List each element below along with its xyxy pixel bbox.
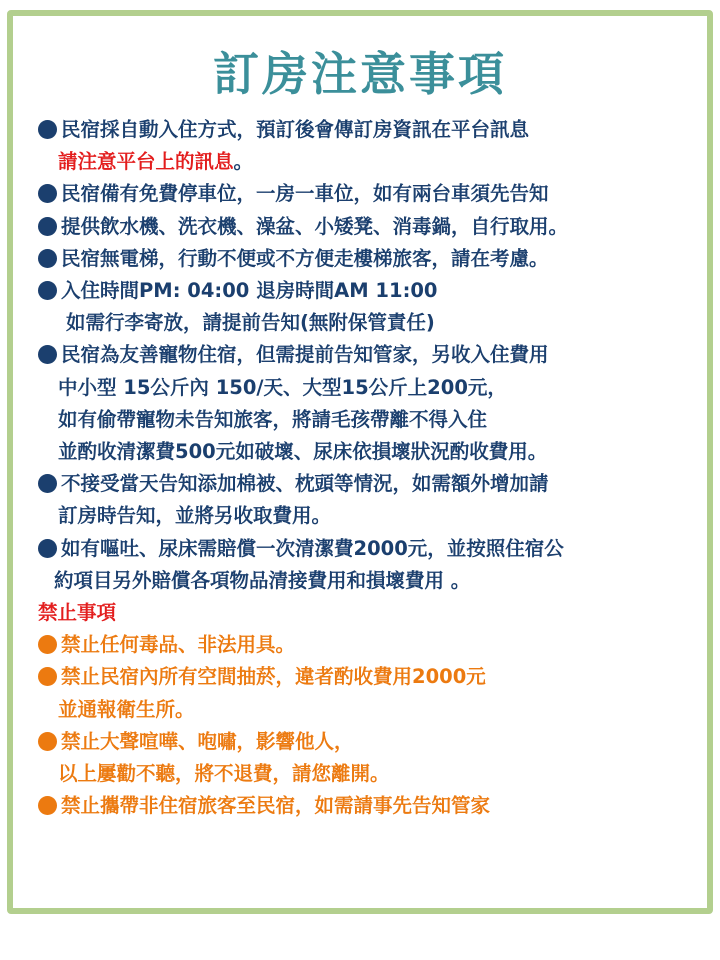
- notice-text: 不接受當天告知添加棉被、枕頭等情況，如需額外增加請: [61, 472, 549, 496]
- notice-item-continued: [38, 565, 710, 597]
- notice-item-continued: [38, 146, 710, 178]
- notice-highlight-text: 請注意平台上的訊息: [58, 150, 234, 174]
- prohibited-text: 禁止攜帶非住宿旅客至民宿，如需請事先告知管家: [61, 794, 491, 818]
- notice-item: [38, 114, 710, 146]
- bullet-icon: [38, 281, 57, 300]
- prohibited-text: 禁止民宿內所有空間抽菸，違者酌收費用2000元: [61, 665, 486, 689]
- bullet-icon: [38, 345, 57, 364]
- bullet-icon: [38, 732, 57, 751]
- prohibited-item: [38, 726, 710, 758]
- notice-item: [38, 243, 710, 275]
- prohibited-item: [38, 661, 710, 693]
- notice-item: [38, 468, 710, 500]
- bullet-icon: [38, 635, 57, 654]
- notice-item-continued: [38, 404, 710, 436]
- notice-item: [38, 339, 710, 371]
- notice-text: 訂房時告知，並將另收取費用。: [58, 504, 332, 528]
- notice-text: 並酌收清潔費500元如破壞、尿床依損壞狀況酌收費用。: [58, 440, 548, 464]
- notice-text: 民宿備有免費停車位，一房一車位，如有兩台車須先告知: [61, 182, 549, 206]
- bullet-icon: [38, 217, 57, 236]
- prohibited-text: 禁止任何毒品、非法用具。: [61, 633, 296, 657]
- notice-item-continued: [38, 436, 710, 468]
- bullet-icon: [38, 474, 57, 493]
- notice-text: 民宿無電梯，行動不便或不方便走樓梯旅客，請在考慮。: [61, 246, 549, 270]
- notice-text: 民宿採自動入住方式，預訂後會傳訂房資訊在平台訊息: [61, 118, 530, 141]
- notice-text: 中小型 15公斤內 150/天、大型15公斤上200元，: [58, 375, 507, 399]
- notice-text: 民宿為友善寵物住宿，但需提前告知管家，另收入住費用: [61, 343, 549, 367]
- prohibited-text: 禁止大聲喧嘩、咆嘯，影響他人，: [61, 729, 354, 753]
- notice-text: 提供飲水機、洗衣機、澡盆、小矮凳、消毒鍋，自行取用。: [61, 214, 569, 238]
- prohibited-text: 並通報衛生所。: [58, 697, 195, 721]
- notice-item: [38, 533, 710, 565]
- notice-text: 。: [233, 150, 254, 174]
- notice-item-continued: [38, 372, 710, 404]
- bullet-icon: [38, 184, 57, 203]
- page-title: 訂房注意事項: [213, 47, 507, 101]
- bullet-icon: [38, 796, 57, 815]
- notice-text: 如有偷帶寵物未告知旅客，將請毛孩帶離不得入住: [58, 407, 488, 431]
- prohibited-item: [38, 790, 710, 822]
- bullet-icon: [38, 120, 57, 139]
- notice-text: 約項目另外賠償各項物品清接費用和損壞費用 。: [54, 568, 471, 592]
- notice-content: [38, 114, 710, 822]
- prohibited-item-continued: [38, 694, 710, 726]
- prohibited-item: [38, 629, 710, 661]
- bullet-icon: [38, 249, 57, 268]
- prohibited-heading: 禁止事項: [38, 601, 117, 625]
- bullet-icon: [38, 539, 57, 558]
- prohibited-item-continued: [38, 758, 710, 790]
- notice-item-continued: [38, 307, 710, 339]
- prohibited-text: 以上屢勸不聽，將不退費，請您離開。: [58, 762, 390, 786]
- notice-item: [38, 211, 710, 243]
- notice-item: [38, 178, 710, 210]
- notice-text: 入住時間PM: 04:00 退房時間AM 11:00: [61, 279, 438, 303]
- notice-item: [38, 275, 710, 307]
- notice-text: 如有嘔吐、尿床需賠償一次清潔費2000元，並按照住宿公: [61, 536, 564, 560]
- bullet-icon: [38, 667, 57, 686]
- notice-item-continued: [38, 500, 710, 532]
- notice-text: 如需行李寄放，請提前告知(無附保管責任): [66, 311, 435, 335]
